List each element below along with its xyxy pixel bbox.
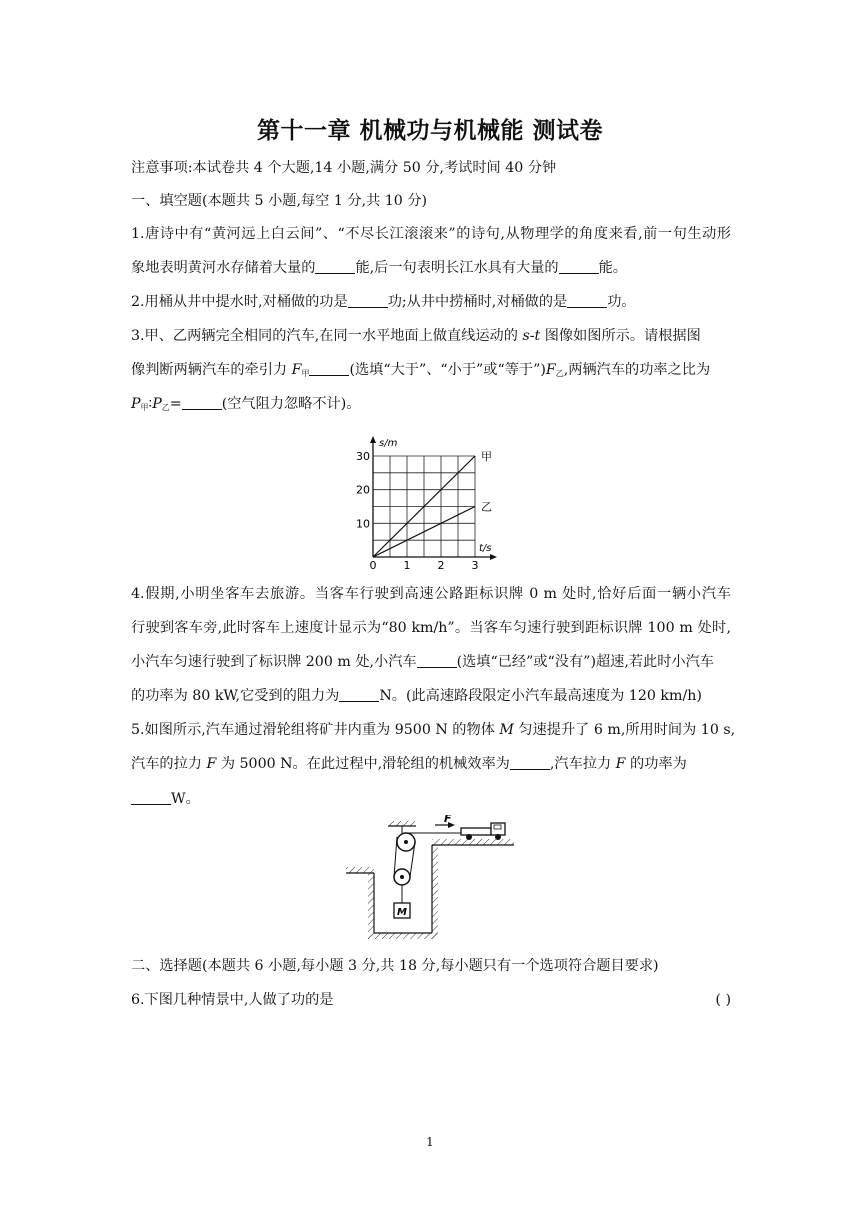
q3-line-3 [131,394,731,418]
q1-blank-2[interactable] [559,259,599,274]
q3-f-symbol-2: F [545,362,556,378]
q5-line-1 [131,720,736,740]
q5-text-d: 为 5000 N。在此过程中,滑轮组的机械效率为 [216,756,510,772]
q4-line-2: 行驶到客车旁,此时客车上速度计显示为“80 km/h”。当客车匀速行驶到距标识牌 100 m 处时, [131,620,731,636]
series-label-2: 乙 [481,500,492,514]
q4-line-4 [131,686,731,706]
ground-right [432,839,514,845]
x-tick-label: 2 [437,559,445,572]
x-tick-label: 1 [403,559,411,572]
q1-line-2 [131,258,731,278]
q4-blank-1[interactable] [417,653,457,668]
q5-blank-1[interactable] [510,755,550,770]
q4-text-a: 小汽车匀速行驶到了标识牌 200 m 处,小汽车 [131,654,417,670]
force-label: F [444,815,452,825]
q4-text-b: (选填“已经”或“没有”)超速,若此时小汽车 [456,654,714,670]
section-1-heading: 一、填空题(本题共 5 小题,每空 1 分,共 10 分) [131,193,428,209]
x-axis-label: t/s [479,543,492,554]
series-label-1: 甲 [481,450,492,463]
y-axis-arrow [370,436,376,443]
q3-text-c: 像判断两辆汽车的牵引力 [131,362,292,378]
x-tick-label: 3 [471,559,479,572]
q3-p-symbol-2: P [152,396,162,412]
q6-text: 6.下图几种情景中,人做了功的是 [131,992,334,1008]
q5-text-f: 的功率为 [625,756,687,772]
q3-text-d: (选填“大于”、“小于”或“等于”) [349,362,546,378]
q3-p-sub-yi: 乙 [161,403,170,412]
q6-answer-paren[interactable]: ( ) [715,992,731,1008]
q4-text-d: N。(此高速路段限定小汽车最高速度为 120 km/h) [379,688,702,704]
truck [461,823,505,840]
page-number: 1 [426,1135,434,1149]
q1-text-b: 能,后一句表明长江水具有大量的 [355,260,559,276]
st-graph [345,424,515,574]
q3-f-symbol: F [291,362,302,378]
q1-line-1: 1.唐诗中有“黄河远上白云间”、“不尽长江滚滚来”的诗句,从物理学的角度来看,前一句生动形 [131,226,731,242]
q5-text-a: 5.如图所示,汽车通过滑轮组将矿井内重为 9500 N 的物体 [131,722,500,738]
q5-m-symbol: M [499,722,514,738]
q3-f-sub-jia: 甲 [301,369,310,378]
q5-f-symbol: F [206,756,217,772]
mass-block [394,903,410,918]
q3-equals: = [169,396,182,412]
q1-text-a: 象地表明黄河水存储着大量的 [131,260,316,276]
q3-text-f: (空气阻力忽略不计)。 [221,396,361,412]
y-axis-label: s/m [379,438,398,449]
q3-p-symbol: P [131,396,141,412]
q2-text-c: 功。 [607,294,636,310]
fixed-pulley [397,833,415,851]
q3-line-2 [131,360,731,384]
q4-line-1: 4.假期,小明坐客车去旅游。当客车行驶到高速公路距标识牌 0 m 处时,恰好后面一辆小汽车 [131,586,731,602]
q3-f-sub-yi: 乙 [555,369,564,378]
q5-text-b: 匀速提升了 6 m,所用时间为 10 s, [513,722,736,738]
q4-line-3 [131,652,731,672]
q5-blank-2[interactable] [131,790,171,805]
q3-st-symbol: s-t [522,328,541,344]
y-tick-label: 10 [356,517,370,531]
q5-text-e: ,汽车拉力 [549,756,616,772]
q3-text-b: 图像如图所示。请根据图 [540,328,701,344]
q5-line-2 [131,754,731,774]
q3-blank-2[interactable] [182,395,222,410]
shaft-walls [368,845,438,939]
q4-text-c: 的功率为 80 kW,它受到的阻力为 [131,688,340,704]
y-tick-label: 30 [356,450,370,463]
mass-label: M [397,907,407,918]
movable-pulley [394,869,410,885]
q1-blank-1[interactable] [315,259,355,274]
q3-p-sub-jia: 甲 [140,403,149,412]
q4-blank-2[interactable] [339,687,379,702]
q2-text-a: 2.用桶从井中提水时,对桶做的功是 [131,294,348,310]
q3-text-e: ,两辆汽车的功率之比为 [563,362,711,378]
q2-line [131,292,731,312]
force-arrow [435,815,455,828]
ground-left [346,867,374,873]
q2-blank-2[interactable] [567,293,607,308]
q2-text-b: 功;从井中捞桶时,对桶做的是 [387,294,568,310]
notice-text: 注意事项:本试卷共 4 个大题,14 小题,满分 50 分,考试时间 40 分钟 [131,160,557,176]
q3-text-a: 3.甲、乙两辆完全相同的汽车,在同一水平地面上做直线运动的 [131,328,523,344]
x-axis-arrow [490,554,497,560]
section-2-heading: 二、选择题(本题共 6 小题,每小题 3 分,共 18 分,每小题只有一个选项符合题目要求) [131,958,659,974]
q3-ratio-colon: ∶ [148,396,153,412]
pulley-diagram [343,815,518,945]
q3-line-1 [131,326,731,346]
q5-f-symbol-2: F [615,756,626,772]
page-title: 第十一章 机械功与机械能 测试卷 [256,118,603,144]
x-tick-label: 0 [369,559,377,572]
q5-text-g: W。 [171,791,200,807]
q2-blank-1[interactable] [348,293,388,308]
q1-text-c: 能。 [598,260,627,276]
ceiling-support [388,821,416,833]
y-tick-label: 20 [356,483,370,497]
q5-line-3 [131,789,731,809]
q5-text-c: 汽车的拉力 [131,756,207,772]
q6-line [131,990,731,1010]
q3-blank-1[interactable] [309,361,349,376]
